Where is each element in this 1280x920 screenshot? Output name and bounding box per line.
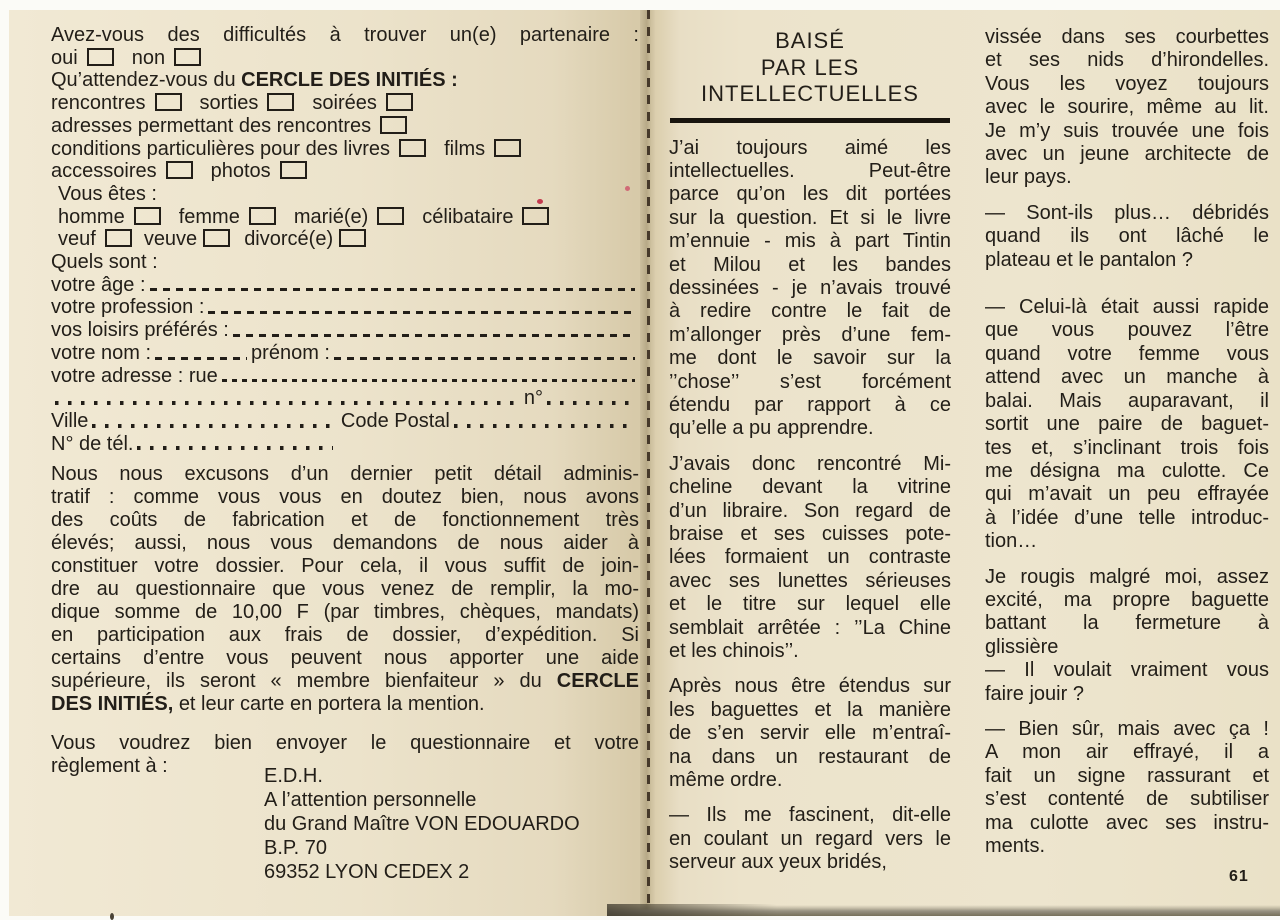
text-line: Je rougis malgré moi, assez [985,566,1269,589]
send-row [51,755,639,884]
numero-blank-line [547,401,635,405]
checkbox-non[interactable] [174,48,201,66]
text-line: élevés; aussi, nous vous demandons de nous aider à [51,532,639,555]
story-title-line: PAR LES [669,55,951,82]
page-number: 61 [1229,868,1249,886]
text-line: — Celui-là était aussi rapide [985,296,1269,319]
text-line: tes et, s’inclinant trois fois [985,437,1269,460]
text-line: fait un signe rassurant et [985,765,1269,788]
story-title-line: INTELLECTUELLES [669,81,951,108]
text-line: sortit une paire de baguet- [985,413,1269,436]
story-title [669,28,951,108]
ink-speck [110,913,114,920]
option-celibataire-label: célibataire [422,206,513,228]
checkbox-veuve[interactable] [203,229,230,247]
checkbox-accessoires[interactable] [166,161,193,179]
text-line: — Il voulait vraiment vous [985,659,1269,682]
text-line: plateau et le pantalon ? [985,249,1269,272]
checkbox-adresses[interactable] [380,116,407,134]
row-etat-civil-1 [51,206,639,229]
send-line-2: règlement à : [51,755,264,778]
paragraph [985,718,1269,858]
field-loisirs [51,319,639,342]
option-adresses-label: adresses permettant des rencontres [51,115,371,137]
admin-paragraph [51,463,639,716]
checkbox-celibataire[interactable] [522,207,549,225]
checkbox-rencontres[interactable] [155,93,182,111]
row-conditions-films [51,138,639,161]
field-loisirs-label: vos loisirs préférés : [51,319,229,342]
text-line: m’ennuie - mis à part Tintin [669,230,951,253]
profession-blank-line [208,311,635,314]
admin-line10-text: supérieure, ils seront « membre bienfaiteur » du [51,670,542,692]
row-adresses [51,115,639,138]
text-line: me désigna ma culotte. Ce [985,460,1269,483]
story-column-1 [669,28,951,887]
text-line: semblait arrêtée : ’’La Chine [669,617,951,640]
text-line: avec un jeune architecte de [985,143,1269,166]
text-line: — Bien sûr, mais avec ça ! [985,718,1269,741]
text-line: leur pays. [985,166,1269,189]
paragraph [985,296,1269,553]
book-spread [9,10,1280,916]
text-line: ’’chose’’ s’est forcément [669,371,951,394]
text-line: intellectuelles. Peut-être [669,160,951,183]
text-line: d’un libraire. Son regard de [669,500,951,523]
text-line: tratif : comme vous vous en doutez bien, nous avons [51,486,639,509]
text-line: et Milou et les bandes [669,254,951,277]
field-telephone-label: N° de tél. [51,433,133,456]
text-line: Après nous être étendus sur [669,675,951,698]
field-age [51,274,639,297]
address-line: 69352 LYON CEDEX 2 [264,861,639,885]
text-line: ments. [985,835,1269,858]
text-line: quand votre femme vous [985,343,1269,366]
checkbox-livres[interactable] [399,139,426,157]
adresse-blank-line [222,379,635,382]
address-line: A l’attention personnelle [264,789,639,813]
text-line: en coulant un regard vers le [669,828,951,851]
text-line: — Ils me fascinent, dit-elle [669,804,951,827]
text-line: parce qu’on les dit portées [669,183,951,206]
row-rencontres-sorties-soirees [51,92,639,115]
ville-blank-line [92,424,336,428]
checkbox-photos[interactable] [280,161,307,179]
paragraph [669,453,951,664]
text-line: des coûts de fabrication et de fonctionnement très [51,509,639,532]
text-line: ma culotte avec ses instru- [985,812,1269,835]
text-line: Je m’y suis trouvée une fois [985,120,1269,143]
text-line: dessinées - je n’avais trouvé [669,277,951,300]
paragraph [669,675,951,792]
questionnaire-form [51,24,639,884]
option-oui-label: oui [51,47,78,69]
admin-line11-text: et leur carte en portera la mention. [179,693,485,715]
option-homme-label: homme [58,206,125,228]
label-quels-sont: Quels sont : [51,251,639,274]
text-line: sur la question. Et si le livre [669,207,951,230]
address-line: E.D.H. [264,765,639,789]
text-line: en participation aux frais de dossier, d’expédition. Si [51,624,639,647]
story-column-2 [985,26,1269,870]
age-blank-line [150,288,635,291]
text-line-bold-inities [51,693,639,716]
des-inities-bold: DES INITIÉS, [51,693,173,715]
text-line: balai. Mais auparavant, il [985,390,1269,413]
field-telephone [51,433,639,456]
code-postal-blank-line [454,424,635,428]
adresse-suite-blank-line [55,401,520,405]
text-line: tion… [985,530,1269,553]
option-soirees-label: soirées [312,92,376,114]
option-non-label: non [132,47,165,69]
option-rencontres-label: rencontres [51,92,146,114]
text-line: s’est contenté de subtiliser [985,788,1269,811]
address-line: B.P. 70 [264,837,639,861]
paragraph [669,804,951,874]
option-films-label: films [444,138,485,160]
text-line: même ordre. [669,769,951,792]
paragraph [985,26,1269,190]
text-line: et ses nids d’hirondelles. [985,49,1269,72]
option-conditions-label: conditions particulières pour des livres [51,138,390,160]
checkbox-homme[interactable] [134,207,161,225]
text-line: dique somme de 10,00 F (par timbres, chèques, mandats) [51,601,639,624]
field-adresse-label: votre adresse : rue [51,365,218,388]
paragraph [985,566,1269,706]
checkbox-films[interactable] [494,139,521,157]
text-line: J’avais donc rencontré Mi- [669,453,951,476]
row-accessoires-photos [51,160,639,183]
address-line: du Grand Maître VON EDOUARDO [264,813,639,837]
checkbox-divorce[interactable] [339,229,366,247]
field-profession-label: votre profession : [51,296,204,319]
mailing-address [264,755,639,884]
option-divorce-label: divorcé(e) [244,228,333,250]
text-line: excité, ma propre baguette [985,589,1269,612]
option-accessoires-label: accessoires [51,160,157,182]
gutter-dashed-line [647,10,650,916]
row-oui-non [51,47,639,70]
text-line: à l’idée d’une telle introduc- [985,507,1269,530]
field-code-postal-label: Code Postal [341,410,450,433]
text-line: étendu par rapport à ce [669,394,951,417]
label-vous-etes: Vous êtes : [51,183,639,206]
text-line: m’allonger près d’une fem- [669,324,951,347]
pink-speck [625,186,630,191]
text-line: vissée dans ses courbettes [985,26,1269,49]
option-sorties-label: sorties [200,92,259,114]
field-ville-label: Ville [51,410,88,433]
checkbox-oui[interactable] [87,48,114,66]
telephone-blank-line [137,446,333,450]
option-veuve-label: veuve [144,228,197,250]
text-line: de s’en servir elle m’entraî- [669,722,951,745]
text-line: — Sont-ils plus… débridés [985,202,1269,225]
page-edge-shadow-dark [607,904,777,916]
text-line: et les chinois’’. [669,640,951,663]
text-line: constituer votre dossier. Pour cela, il vous suffit de join- [51,555,639,578]
field-adresse-suite-numero [51,387,639,410]
red-speck [537,199,543,204]
checkbox-marie[interactable] [377,207,404,225]
loisirs-blank-line [233,334,635,337]
checkbox-soirees[interactable] [386,93,413,111]
text-line: attend avec un manche à [985,366,1269,389]
text-line: Nous nous excusons d’un dernier petit détail adminis- [51,463,639,486]
text-line: certains d’entre vous peuvent nous apporter une aide [51,647,639,670]
prenom-blank-line [334,357,635,360]
text-line: serveur aux yeux bridés, [669,851,951,874]
option-marie-label: marié(e) [294,206,368,228]
question-attentes-text: Qu’attendez-vous du [51,69,236,91]
field-prenom-label: prénom : [251,342,330,365]
field-numero-label: n° [524,387,543,410]
cercle-des-inities-bold: CERCLE DES INITIÉS : [241,69,458,91]
field-nom-prenom [51,342,639,365]
paragraph [669,137,951,441]
text-line: à redire contre le fait de [669,300,951,323]
field-adresse [51,365,639,388]
text-line: faire jouir ? [985,683,1269,706]
text-line-bold-cercle [51,670,639,693]
text-line: battant la fermeture à [985,612,1269,635]
field-nom-label: votre nom : [51,342,151,365]
field-age-label: votre âge : [51,274,146,297]
paragraph [985,202,1269,272]
field-ville-code-postal [51,410,639,433]
text-line: quand ils ont lâché le [985,225,1269,248]
text-line: Vous les voyez toujours [985,73,1269,96]
nom-blank-line [155,357,247,360]
send-line-1: Vous voudrez bien envoyer le questionnaire et votre [51,732,639,755]
text-line: qu’elle a pu apprendre. [669,417,951,440]
row-etat-civil-2 [51,228,639,251]
text-line: que vous pouvez l’être [985,319,1269,342]
option-femme-label: femme [179,206,240,228]
send-instructions [51,732,639,884]
cercle-bold: CERCLE [557,670,639,692]
text-line: A mon air effrayé, il a [985,741,1269,764]
text-line: les baguettes et la manière [669,699,951,722]
text-line: et le titre sur lequel elle [669,593,951,616]
question-partner: Avez-vous des difficultés à trouver un(e) partenaire : [51,24,639,47]
question-attentes [51,69,639,92]
option-photos-label: photos [211,160,271,182]
text-line: avec ses lunettes sérieuses [669,570,951,593]
checkbox-veuf[interactable] [105,229,132,247]
story-title-line: BAISÉ [669,28,951,55]
checkbox-sorties[interactable] [267,93,294,111]
text-line: cheline devant la vitrine [669,476,951,499]
text-line: avec le sourire, même au lit. [985,96,1269,119]
text-line: lées formaient un contraste [669,546,951,569]
text-line: me dont le savoir sur la [669,347,951,370]
text-line: J’ai toujours aimé les [669,137,951,160]
option-veuf-label: veuf [58,228,96,250]
text-line: glissière [985,636,1269,659]
title-rule [670,118,950,123]
field-profession [51,296,639,319]
checkbox-femme[interactable] [249,207,276,225]
text-line: dre au questionnaire que vous venez de remplir, la mo- [51,578,639,601]
text-line: qui m’avait un peu effrayée [985,483,1269,506]
text-line: braise et ses cuisses pote- [669,523,951,546]
text-line: na dans un restaurant de [669,746,951,769]
